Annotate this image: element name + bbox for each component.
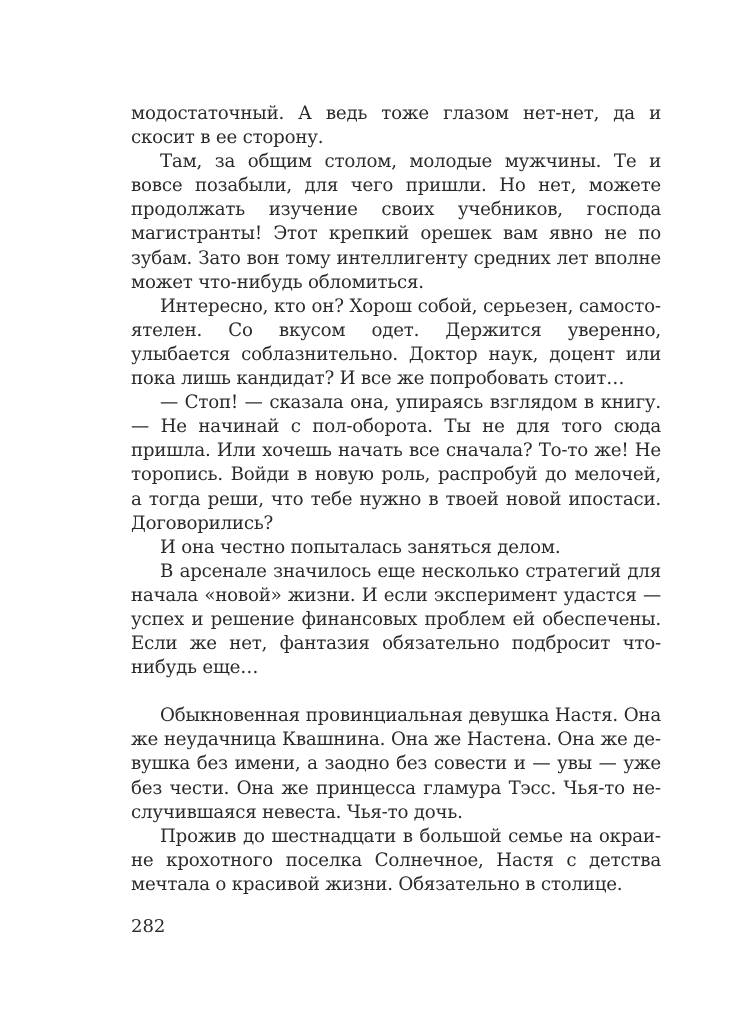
paragraph: В арсенале значилось еще несколько стратегий для начала «новой» жизни. И если эксперимент удастся — успех и решение финансовых проблем ей обеспечены. Если же нет, фантазия обязательно подбросит что-нибудь еще… — [131, 560, 661, 679]
paragraph: И она честно попыталась заняться делом. — [160, 536, 561, 558]
paragraph: Интересно, кто он? Хорош собой, серьезен, самостоятелен. Со вкусом одет. Держится уверенно, улыбается соблазнительно. Доктор наук, доцент или пока лишь кандидат? И все же попробовать стоит… — [131, 295, 661, 390]
paragraph: Там, за общим столом, молодые мужчины. Те и вовсе позабыли, для чего пришли. Но нет, можете продолжать изучение своих учебников, господа магистранты! Этот крепкий орешек вам явно не по зубам. Зато вон тому интеллигенту средних лет вполне может что-нибудь обломиться. — [131, 151, 661, 293]
paragraph: Прожив до шестнадцати в большой семье на окраине крохотного поселка Солнечное, Настя с детства мечтала о красивой жизни. Обязательно в столице. — [131, 825, 661, 895]
paragraph: Обыкновенная провинциальная девушка Настя. Она же неудачница Квашнина. Она же Настена. Она же девушка без имени, а заодно без совести и — увы — уже без чести. Она же принцесса гламура Тэсс. Чья-то неслучившаяся невеста. Чья-то дочь. — [131, 705, 661, 823]
section-break — [131, 680, 661, 704]
paragraph: модостаточный. А ведь тоже глазом нет-нет, да и скосит в ее сторону. — [131, 103, 661, 149]
body-text — [131, 102, 661, 897]
page-number: 282 — [131, 916, 166, 937]
paragraph: — Стоп! — сказала она, упираясь взглядом в книгу. — Не начинай с пол-оборота. Ты не для того сюда пришла. Или хочешь начать все сначала? То-то же! Не торопись. Войди в новую роль, распробуй до мелочей, а тогда реши, что тебе нужно в твоей новой ипостаси. Договорились? — [131, 392, 661, 534]
